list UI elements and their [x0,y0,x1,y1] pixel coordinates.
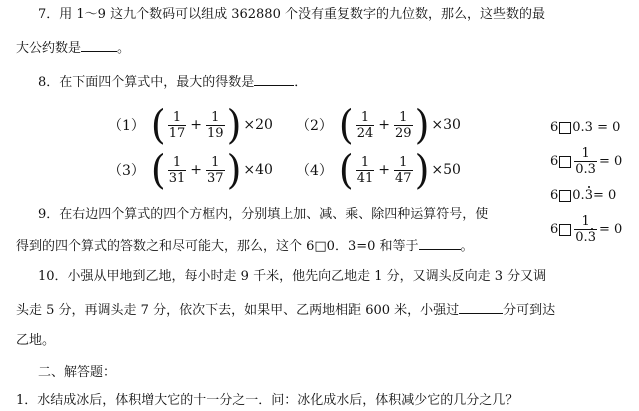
multiplier: ×20 [243,117,273,133]
fraction: $\frac{1}{0.3}$ [575,146,596,177]
left-paren: ( [338,101,354,149]
fraction: $\frac{1}{24}$ [356,109,374,141]
repeating-digit: 3 [587,230,596,245]
fraction: $\frac{1}{47}$ [395,154,412,186]
fraction: $\frac{1}{17}$ [168,109,186,141]
multiplier: ×30 [431,117,461,133]
right-equation-3: 6 0. 3 = 0 [550,188,617,203]
q8-prompt: 8．在下面四个算式中，最大的得数是 [38,75,255,90]
expression-label: （1） [108,118,145,134]
left-paren: ( [338,146,354,194]
right-paren: ) [226,146,242,194]
operator-box [559,190,571,202]
expression-label: （4） [296,163,333,179]
right-equation-4: 6 $\frac{1}{0.3}$ = 0 [550,214,623,245]
fraction: $\frac{1}{37}$ [207,154,224,186]
operator-box [559,122,571,134]
q7-prompt: 大公约数是 [16,41,82,56]
q9-line2 [16,236,474,256]
operator-box [559,224,571,236]
problem-1: 1．水结成冰后，体积增大它的十一分之一．问：冰化成水后，体积减少它的几分之几？ [16,393,519,408]
plus-sign: + [378,162,391,178]
expression-4 [296,146,463,194]
left-paren: ( [150,146,166,194]
right-equation-2: 6 $\frac{1}{0.3}$ = 0 [550,146,623,177]
q9-prompt: 得到的四个算式的答数之和尽可能大，那么，这个 6□0．3=0 和等于 [16,239,419,254]
right-paren: ) [226,101,242,149]
multiplier: ×40 [243,162,273,178]
q9-end: 。 [460,239,474,254]
q7-line1: 7．用 1～9 这九个数码可以组成 362880 个没有重复数字的九位数，那么，这些数的最 [38,7,545,22]
q7-line2 [16,38,130,58]
q10-line3: 乙地。 [16,333,56,348]
q9-answer-blank [419,236,461,250]
expression-label: （3） [108,163,145,179]
q10-line1: 10．小强从甲地到乙地，每小时走 9 千米，他先向乙地走 1 分，又调头反向走 3 分又调 [38,269,547,284]
fraction: $\frac{1}{41}$ [356,154,374,186]
q10-prompt: 头走 5 分，再调头走 7 分，依次下去，如果甲、乙两地相距 600 米，小强过 [16,303,460,318]
right-equation-1: 6 0.3 = 0 [550,120,621,135]
operator-box [559,156,571,168]
expression-3 [108,146,275,194]
expression-2 [296,101,463,149]
multiplier: ×50 [431,162,461,178]
right-paren: ) [414,101,430,149]
q7-answer-blank [81,38,117,52]
q10-answer-blank [459,300,503,314]
plus-sign: + [190,117,203,133]
fraction: $\frac{1}{31}$ [168,154,186,186]
q10-line2 [16,300,555,320]
repeating-digit: 3 [584,188,593,203]
q8-line [38,72,307,92]
q8-answer-blank [254,72,294,86]
left-paren: ( [150,101,166,149]
expression-1 [108,101,275,149]
q9-line1: 9．在右边四个算式的四个方框内，分别填上加、减、乘、除四种运算符号，使 [38,207,489,222]
section-heading: 二、解答题： [38,365,117,380]
right-paren: ) [414,146,430,194]
plus-sign: + [190,162,203,178]
fraction: $\frac{1}{29}$ [395,109,412,141]
expression-label: （2） [296,118,333,134]
q7-end: 。 [117,41,131,56]
q8-end: ． [294,75,308,90]
plus-sign: + [378,117,391,133]
q10-prompt-end: 分可到达 [503,303,556,318]
fraction: $\frac{1}{0.3}$ [575,214,596,245]
fraction: $\frac{1}{19}$ [207,109,224,141]
